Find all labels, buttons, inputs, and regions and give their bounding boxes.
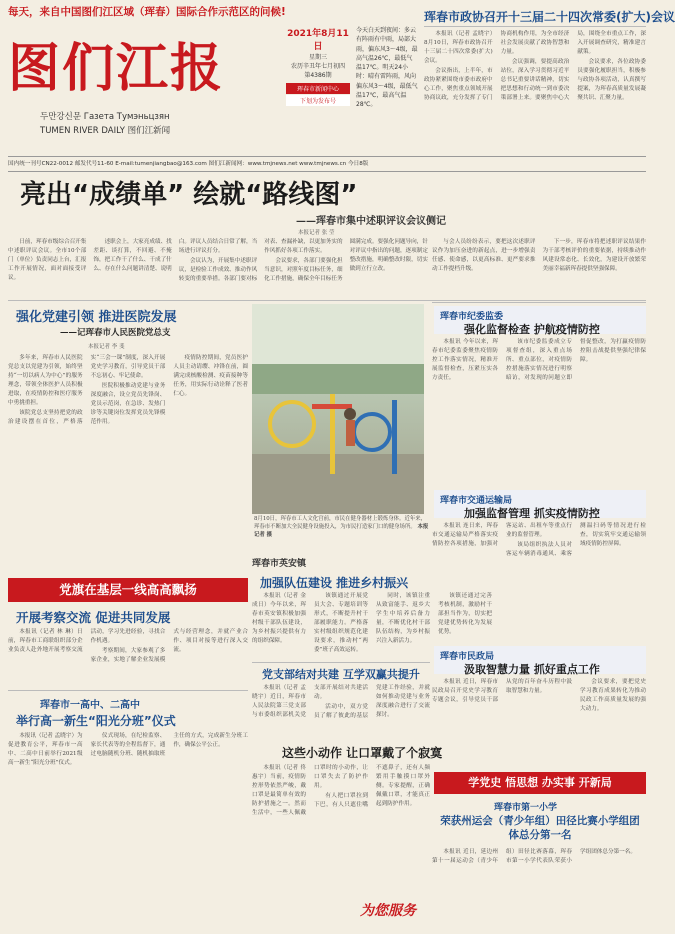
main-story-byline: 本报记者 张 莹: [298, 230, 335, 236]
divider: [252, 662, 430, 663]
masthead-info-bar: 国内统一刊号CN22-0012 邮发代号11-60 E-mail:tumenjiangbao@163.com 图们江新闻网：www.tmjnews.net www.tmjnews.cn 今日8版: [8, 156, 646, 172]
fitness-photo: [252, 304, 424, 514]
section-jt-kicker: 珲春市交通运输局: [440, 496, 513, 506]
group-story-body: 本报讯（记者 孟晓宇）近日，珲春市人民法院第三党支部与市委组织部机关党支部开展结对共建活动。 活动中，双方党员了解了彼此的基层党建工作经验，并就如何推动党建与业务深度融合进行了交流探讨。: [252, 685, 430, 719]
section-jt-header: [434, 490, 646, 518]
village-story-body: 本报讯（记者 金成日）今年以来，珲春市英安镇积极加强村级干部队伍建设，为乡村振兴提供有力的组织保障。 该镇通过开展党员大会、专题培训等形式，不断提升村干部履职能力。严格落实村级组织规范化建设要求，推动村“两委”班子高效运转。 同时，该镇注重从致富能手、返乡大学生中培养后备力量，不断优化村干部队伍结构，为乡村振兴注入新活力。 该镇还通过完善考核机制，激励村干部担当作为，切实把党建优势转化为发展优势。: [252, 593, 492, 653]
date-box: [286, 26, 350, 136]
section-sport-kicker: 珲春市第一小学: [494, 803, 558, 813]
footer-logo: 为您服务: [360, 903, 416, 919]
section-ms-header: [434, 646, 646, 674]
weather-text: 今天白天到夜间：多云有阵雨有中雨，局部大雨，偏东风3～4级，最高气温26℃，最低气温17℃。明天24小时：晴有雷阵雨，风向偏东风3～4级，最低气温17℃，最高气温28℃。: [356, 27, 418, 109]
exam-story-title: 开展考察交流 促进共同发展: [16, 610, 171, 625]
main-story-body: 日前，珲春市级综合召开集中述职评议会议。全市10个部门（单位）负责同志上台，汇报工作开展情况，面对面接受评议。 述职会上，大家亮成绩、找差距、谈打算，不回避、不掩饰，把工作干了什么、干成了什么、存在什么问题讲清楚、说明白。评议人员结合日常了解，当场进行评议打分。 会议认为，开展集中述职评议，是检验工作成效、推动作风转变的重要举措。各部门要对标对表、查漏补缺，以更加务实的作风抓好各项工作落实。 会议要求，各部门要强化担当意识，对照年度目标任务，细化工作措施，确保全年目标任务圆满完成。要强化问题导向，针对评议中指出的问题，逐项制定整改措施，明确整改时限，切实做到立行立改。: [8, 239, 428, 282]
village-story-headline: 加强队伍建设 推进乡村振兴: [260, 576, 409, 590]
study-banner: 学党史 悟思想 办实事 开新局: [434, 772, 646, 794]
masthead-title: 图们江报: [8, 38, 225, 99]
section-ms-kicker: 珲春市民政局: [440, 652, 495, 662]
weekday: 星期三: [308, 54, 327, 61]
party-banner: 党旗在基层一线高高飘扬: [8, 578, 248, 602]
main-story-title: 亮出“成绩单” 绘就“路线图”: [20, 180, 358, 210]
school-story-title: 举行高一新生“阳光分班”仪式: [16, 714, 176, 728]
section-sport-body: 本报讯 近日，延边州第十一届运动会（青少年组）田径比赛落幕，珲春市第一小学代表队荣获小学组团体总分第一名。: [432, 849, 636, 864]
photo-caption: 8月10日，珲春市工人文化宫前，市民在健身器材上锻炼身体。近年来，珲春市不断加大全民健身设施投入，为市民打造家门口的健身场所。 本报记者 摄: [254, 516, 429, 538]
group-story-headline: 党支部结对共建 互学双赢共提升: [262, 668, 420, 681]
masthead-subtitle: 두만강신문 Газета Тумэньцзян: [40, 112, 170, 122]
hospital-story-body: 多年来，珲春市人民医院党总支以党建为引领，始终坚持“一切以病人为中心”的服务理念，带领全体医护人员积极进取，在疫情防控和医疗服务中勇挑重担。 该院党总支坚持把党的政治建设摆在首位，严格落实“三会一课”制度，深入开展党史学习教育，引导党员干部不忘初心、牢记使命。 医院积极推动党建与业务深度融合，设立党员先锋岗、党员示范岗，在急诊、发热门诊等关键岗位发挥党员先锋模范作用。 疫情防控期间，党员医护人员主动请缨、冲锋在前，圆满完成核酸检测、疫苗接种等任务，用实际行动诠释了医者仁心。: [8, 355, 248, 425]
main-story-subtitle: ——珲春市集中述职评议会议侧记: [296, 216, 446, 227]
main-story-body-right: 与会人员纷纷表示，要把这次述职评议作为加压奋进的新起点，进一步增强责任感、使命感，以更高标准、更严要求推动工作提档升级。 下一步，珲春市将把述职评议结果作为干部考核评价的重要依据，持续推动作风建设常态化、长效化，为建设开放繁荣美丽幸福新珲春提供坚强保障。: [432, 239, 646, 272]
issue-date: 2021年8月11日: [287, 29, 349, 52]
divider: [424, 26, 646, 27]
publisher-label-2: 下划为发布号: [286, 95, 350, 106]
section-jt-title: 加强监督管理 抓实疫情防控: [464, 507, 600, 520]
small-action-body: 本报讯（记者 佟惠宇）当前，疫情防控形势依然严峻，戴口罩是最简单有效的防护措施之一。然而生活中，一些人佩戴口罩时的小动作，让口罩失去了防护作用。 有人把口罩拉到下巴，有人只遮住嘴不遮鼻子，还有人频繁用手触摸口罩外侧。专家提醒，正确佩戴口罩，才能真正起到防护作用。: [252, 765, 430, 816]
section-ms-body: 本报讯 近日，珲春市民政局召开党史学习教育专题会议，引导党员干部从党的百年奋斗历程中汲取智慧和力量。 会议要求，要把党史学习教育成果转化为推动民政工作高质量发展的强大动力。: [432, 679, 646, 712]
section-ms-title: 汲取智慧力量 抓好重点工作: [464, 663, 600, 676]
divider: [8, 300, 646, 301]
divider: [8, 690, 248, 691]
section-jw-kicker: 珲春市纪委监委: [440, 312, 504, 322]
section-sport-title: 荣获州运会（青少年组）田径比赛小学组团体总分第一名: [440, 815, 640, 842]
section-jw-title: 强化监督检查 护航疫情防控: [464, 323, 600, 336]
masthead-english: TUMEN RIVER DAILY 图们江新闻: [40, 126, 171, 136]
publisher-label: 珲春市新闻中心: [286, 83, 350, 94]
hospital-story-subtitle: ——记珲春市人民医院党总支: [60, 328, 171, 338]
hospital-story-byline: 本报记者 李 斐: [88, 344, 125, 350]
village-story-kicker: 珲春市英安镇: [252, 559, 307, 569]
issue-number: 第4386期: [304, 72, 332, 79]
school-story-body: 本报讯（记者 孟晓宇）为促进教育公平，珲春市一高中、二高中日前举行2021级高一新生“阳光分班”仪式。 仪式现场，在纪检监察、家长代表等的全程监督下，通过电脑随机分班、随机抽取班主任的方式，完成新生分班工作，确保公平公正。: [8, 733, 248, 766]
section-jw-body: 本报讯 今年以来，珲春市纪委监委聚焦疫情防控工作落实情况，精准开展监督检查，压紧压实各方责任。 该市纪委监委成立专项督查组，深入重点场所、重点部位，对疫情防控措施落实情况进行明察暗访，对发现的问题立即督促整改，为打赢疫情防控阻击战提供坚强纪律保障。: [432, 339, 646, 381]
divider: [432, 302, 646, 303]
photo-credit: 本报记者 摄: [254, 523, 429, 538]
top-story-title: 珲春市政协召开十三届二十四次常委(扩大)会议: [424, 10, 675, 24]
small-action-headline: 这些小动作 让口罩戴了个寂寞: [282, 746, 443, 760]
section-jt-body: 本报讯 连日来，珲春市交通运输局严格落实疫情防控各项措施，加强对客运站、出租车等重点行业的监督管理。 该局组织执法人员对客运车辆消毒通风、乘客测温扫码等情况进行检查，切实筑牢交通运输领域疫情防控屏障。: [432, 523, 646, 557]
masthead-slogan: 每天，来自中国图们江区域（珲春）国际合作示范区的问候!: [8, 6, 286, 18]
school-story-kicker: 珲春市一高中、二高中: [40, 700, 140, 711]
lunar-date: 农历辛丑年七月初四: [290, 63, 345, 70]
section-jw-header: [434, 306, 646, 334]
fitness-photo-art: [252, 304, 424, 514]
weather-box: [356, 26, 418, 130]
hospital-story-title: 强化党建引领 推进医院发展: [16, 310, 177, 325]
exam-story-body: 本报讯（记者 林 琳）日前，珲春市工商联组织部分企业负责人赴外地开展考察交流活动，学习先进经验，寻找合作机遇。 考察期间，大家参观了多家企业，实地了解企业发展模式与经营理念，并就产业合作、项目对接等进行深入交流。: [8, 629, 248, 663]
top-story-body: 本报讯（记者 孟晓宇）8月10日，珲春市政协召开十三届二十四次常委(扩大)会议。 会议指出，上半年，市政协紧紧围绕市委市政府中心工作，聚焦重点领域开展协商议政，充分发挥了专门协商机构作用，为全市经济社会发展贡献了政协智慧和力量。 会议强调，要提高政治站位，深入学习贯彻习近平总书记重要讲话精神，切实把思想和行动统一到市委决策部署上来。要聚焦中心大局，围绕全市重点工作，深入开展调查研究，精准建言献策。 会议要求，各位政协委员要强化履职担当，积极参与政协各项活动，认真撰写提案，为珲春高质量发展凝聚共识、汇聚力量。: [424, 31, 646, 101]
